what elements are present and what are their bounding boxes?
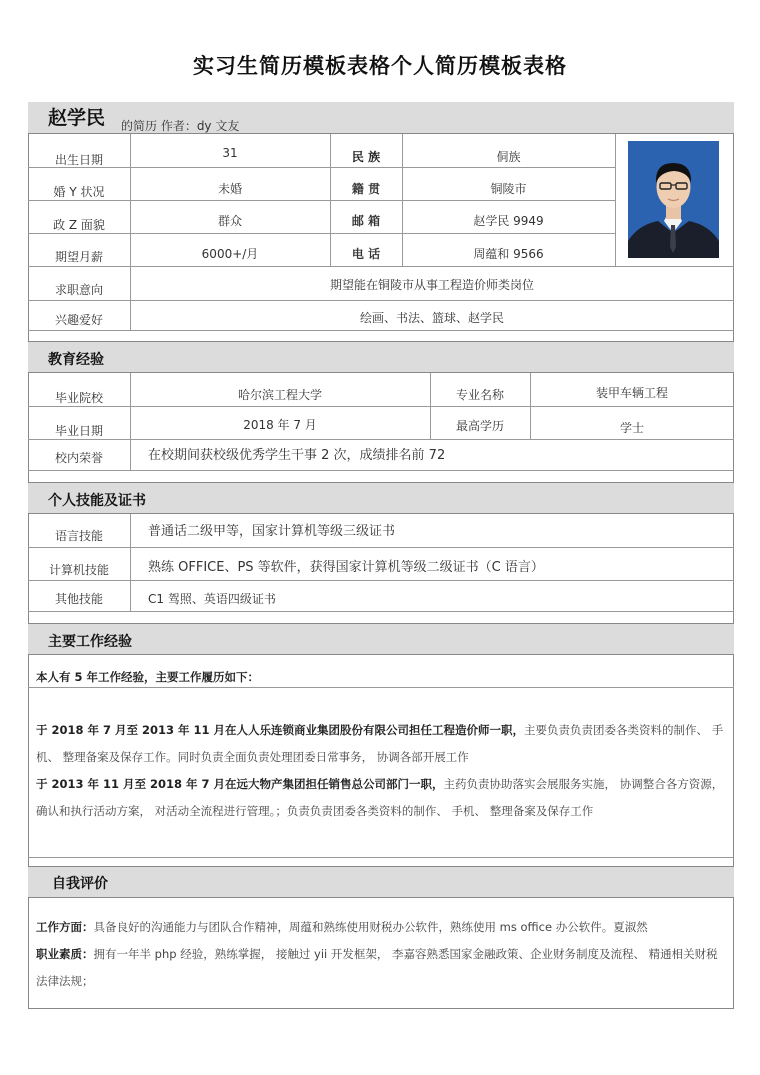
intent-value: 期望能在铜陵市从事工程造价师类岗位 <box>329 277 534 292</box>
degree-label: 最高学历 <box>455 418 504 433</box>
marital-value: 未婚 <box>217 181 242 196</box>
nation-value: 侗族 <box>496 149 521 164</box>
salary-value: 6000+/月 <box>201 246 259 261</box>
grad-label: 毕业日期 <box>54 423 103 438</box>
person-icon <box>628 141 719 258</box>
job1-description: 主要负责负责团委各类资料的制作、 手机、 整理备案及保存工作。同时负责全面负责处理团委日常事务， 协调各部开展工作 <box>36 723 724 764</box>
document-title: 实习生简历模板表格个人简历模板表格 <box>193 54 567 78</box>
self-evaluation <box>36 914 728 995</box>
self-eval-band <box>28 866 734 898</box>
computer-skill-value: 熟练 OFFICE、PS 等软件，获得国家计算机等级二级证书（C 语言） <box>148 559 544 575</box>
birth-value: 31 <box>222 146 238 160</box>
computer-skill-label: 计算机技能 <box>48 562 109 577</box>
native-label: 籍 贯 <box>351 181 381 196</box>
major-value: 装甲车辆工程 <box>595 385 668 400</box>
nation-label: 民 族 <box>351 149 381 164</box>
email-value: 赵学民 9949 <box>473 213 544 228</box>
divider <box>615 134 616 266</box>
divider <box>28 300 734 301</box>
divider <box>28 687 734 688</box>
work-aspect-text: 具备良好的沟通能力与团队合作精神，周蕴和熟练使用财税办公软件，熟练使用 ms office 办公软件。夏淑然 <box>93 920 648 934</box>
grad-value: 2018 年 7 月 <box>243 417 317 432</box>
divider <box>28 470 734 471</box>
intent-label: 求职意向 <box>54 282 103 297</box>
candidate-name: 赵学民 <box>48 107 106 129</box>
hobby-value: 绘画、书法、篮球、赵学民 <box>359 310 504 325</box>
portrait-photo <box>628 141 719 258</box>
native-value: 铜陵市 <box>490 181 527 196</box>
divider <box>130 514 131 611</box>
job2-heading: 于 2013 年 11 月至 2018 年 7 月在远大物产集团担任销售总公司部门一职， <box>36 777 444 791</box>
work-band <box>28 623 734 655</box>
professional-text: 拥有一年半 php 经验，熟练掌握， 接触过 yii 开发框架， 李嘉容熟悉国家金融政策、企业财务制度及流程、 精通相关财税法律法规； <box>36 947 718 988</box>
other-skill-label: 其他技能 <box>54 591 103 606</box>
divider <box>28 547 734 548</box>
language-skill-value: 普通话二级甲等，国家计算机等级三级证书 <box>148 523 396 539</box>
other-skill-value: C1 驾照、英语四级证书 <box>148 591 276 606</box>
political-label: 政 Z 面貌 <box>53 217 105 232</box>
school-label: 毕业院校 <box>54 390 103 405</box>
work-history <box>36 717 728 825</box>
self-eval-title: 自我评价 <box>52 876 108 892</box>
political-value: 群众 <box>217 213 242 228</box>
hobby-label: 兴趣爱好 <box>54 312 103 327</box>
phone-value: 周蕴和 9566 <box>473 246 544 261</box>
honor-label: 校内荣誉 <box>54 450 103 465</box>
resume-subtitle: 的简历 作者：dy 文友 <box>121 119 240 133</box>
divider <box>28 580 734 581</box>
skills-title: 个人技能及证书 <box>48 493 146 509</box>
work-aspect-label: 工作方面： <box>36 920 94 934</box>
professional-label: 职业素质： <box>36 947 94 961</box>
salary-label: 期望月薪 <box>54 249 103 264</box>
honor-value: 在校期间获校级优秀学生干事 2 次，成绩排名前 72 <box>148 447 446 463</box>
job2-description: 主药负责协助落实会展服务实施， 协调整合各方资源， 确认和执行活动方案， 对活动全流程进行管理。；负责负责团委各类资料的制作、 手机、 整理备案及保存工作 <box>36 777 724 818</box>
divider <box>28 857 734 858</box>
school-value: 哈尔滨工程大学 <box>237 387 322 402</box>
email-label: 邮 箱 <box>351 213 381 228</box>
birth-label: 出生日期 <box>54 152 103 167</box>
work-title: 主要工作经验 <box>48 634 132 650</box>
job1-heading: 于 2018 年 7 月至 2013 年 11 月在人人乐连锁商业集团股份有限公司担任工程造价师一职， <box>36 723 525 737</box>
education-band <box>28 341 734 373</box>
major-label: 专业名称 <box>455 387 504 402</box>
language-skill-label: 语言技能 <box>54 528 103 543</box>
marital-label: 婚 Y 状况 <box>53 184 105 199</box>
phone-label: 电 话 <box>351 246 381 261</box>
degree-value: 学士 <box>619 420 644 435</box>
work-summary: 本人有 5 年工作经验，主要工作履历如下： <box>36 670 260 684</box>
education-title: 教育经验 <box>48 352 104 368</box>
